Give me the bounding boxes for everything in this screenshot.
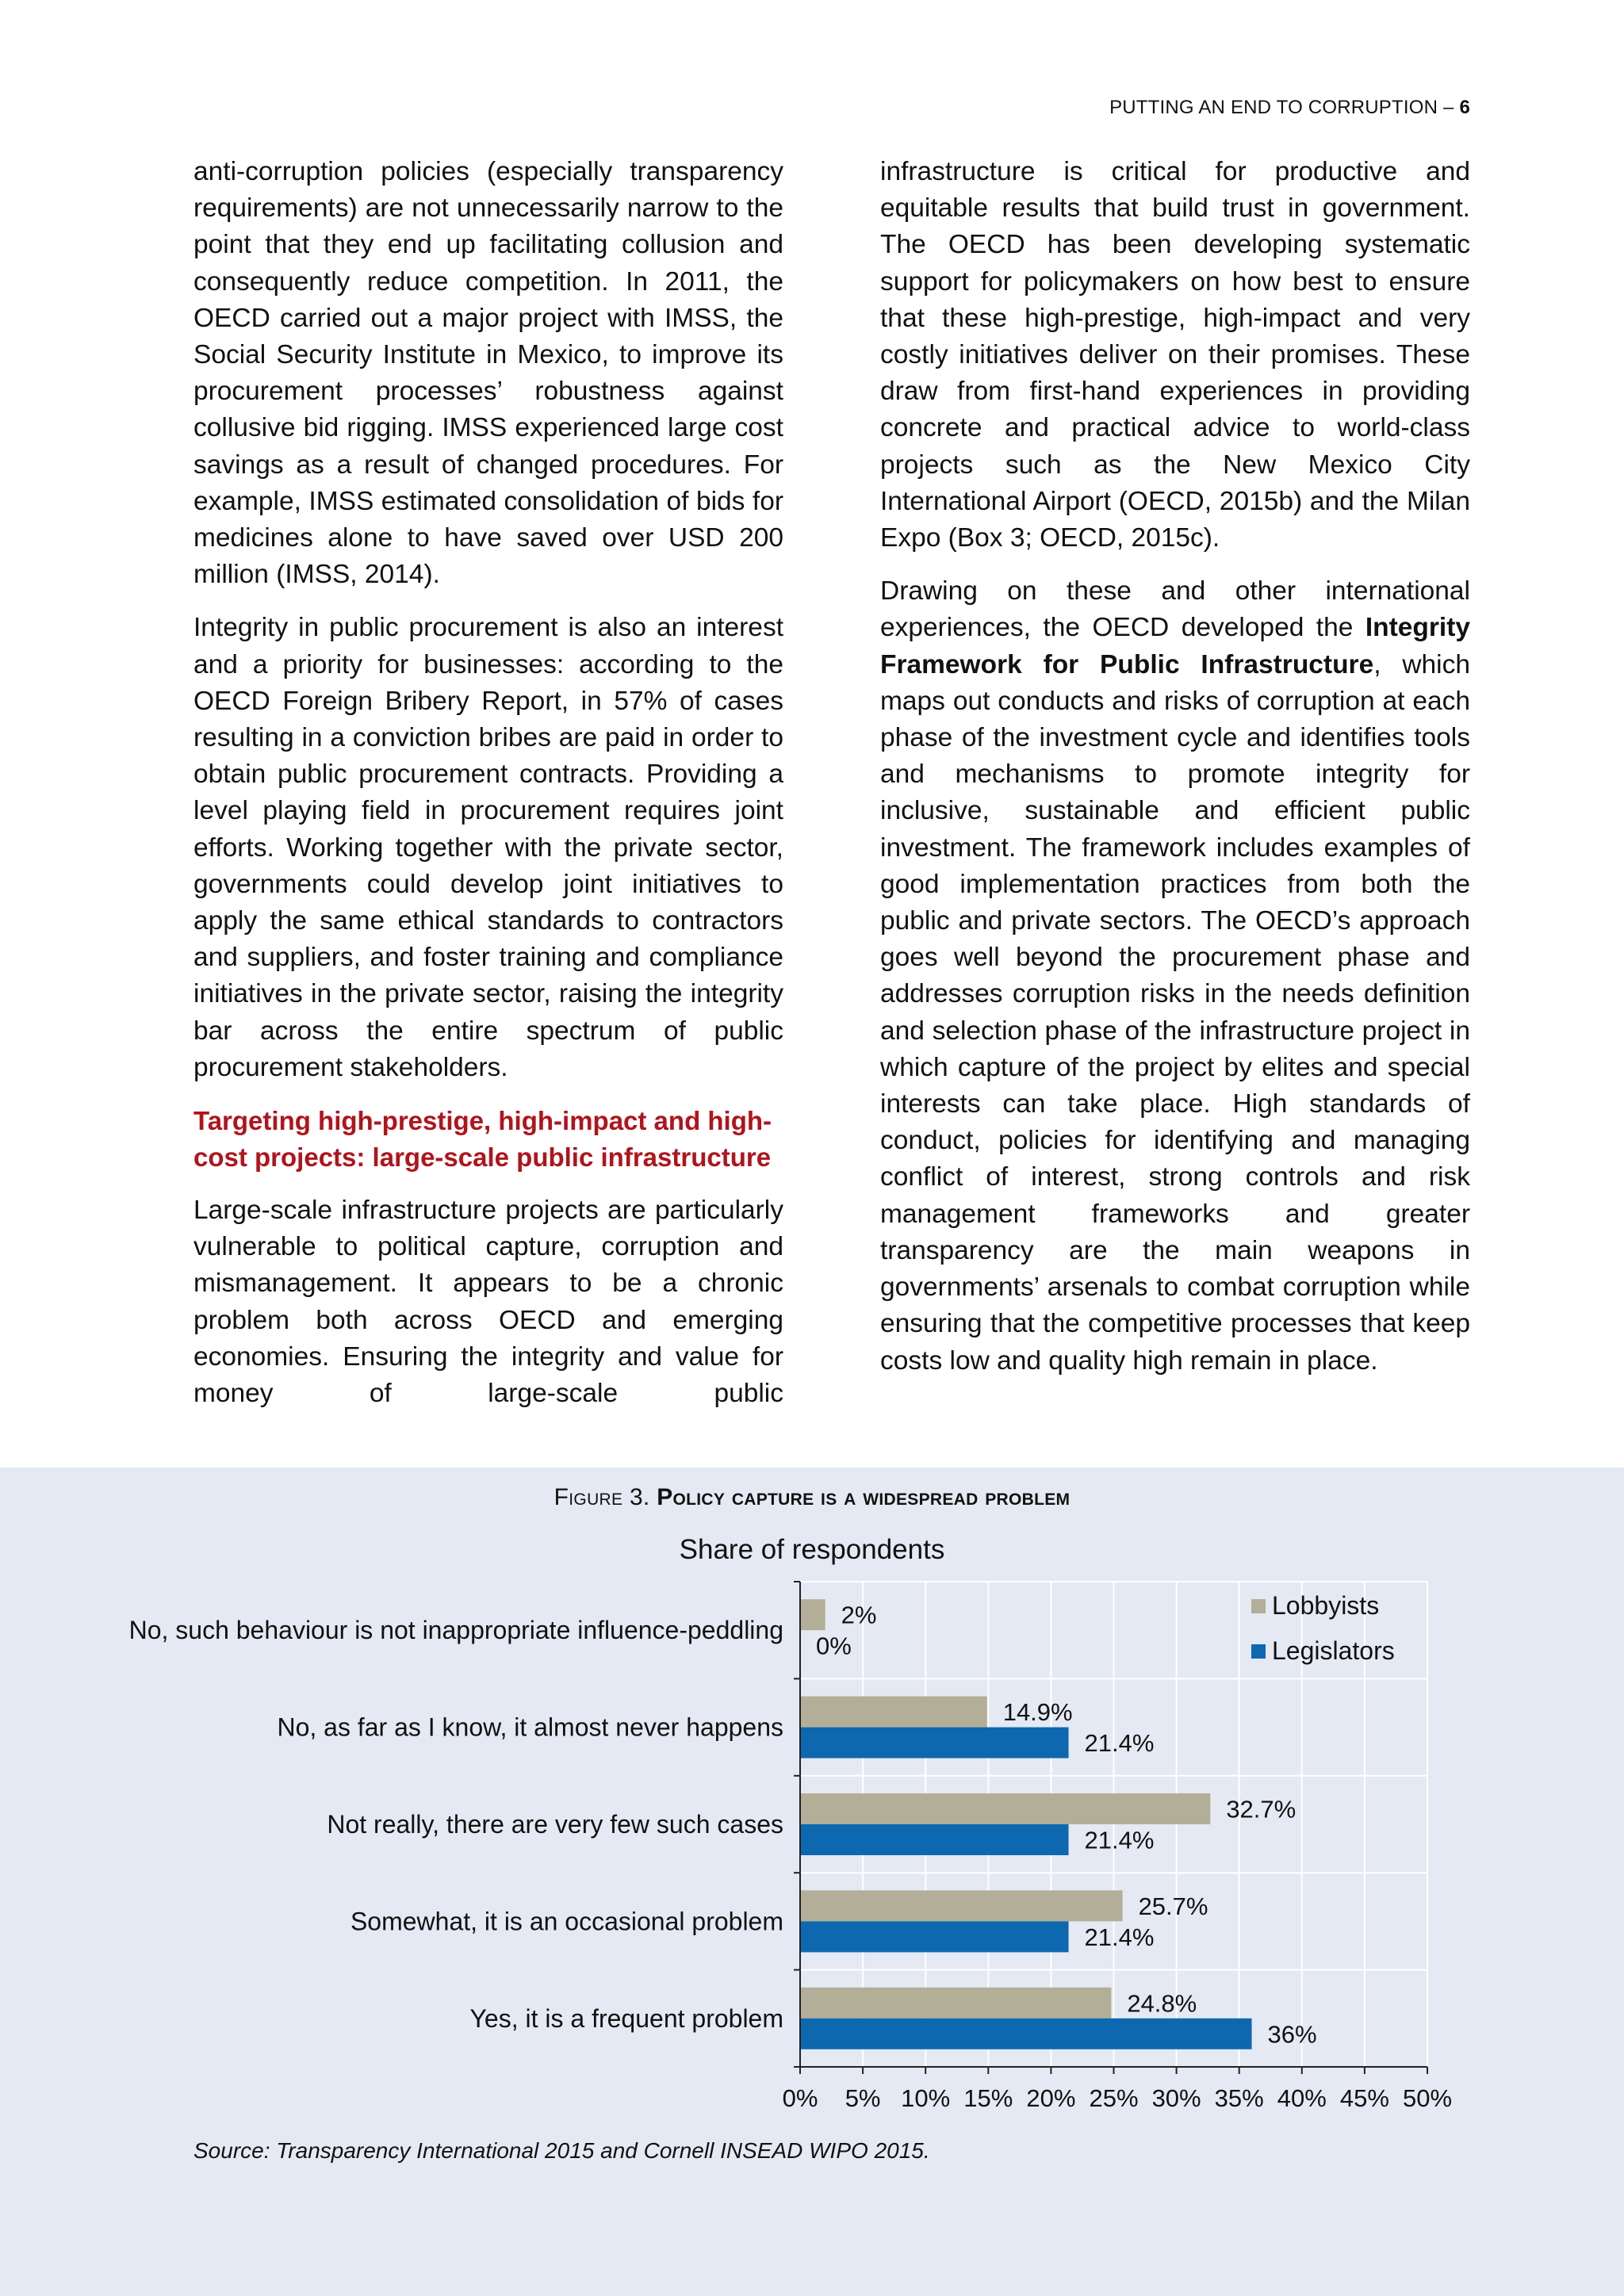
legend-swatch-legislators [1251,1644,1266,1659]
x-tick-label: 10% [901,2084,951,2112]
category-label: No, as far as I know, it almost never happens [277,1712,783,1742]
policy-capture-chart [0,1554,1624,2125]
value-label: 2% [841,1601,877,1629]
right-paragraph-2-end: , which maps out conducts and risks of corruption at each phase of the investment cycle and identifies tools and mechanisms to promote integrity for inclusive, sustainable and efficient public investment. The framework includes examples of good implementation practices from both the public and private sectors. The OECD’s approach goes well beyond the procurement phase and addresses corruption risks in the needs definition and selection phase of the infrastructure project in which capture of the project by elites and special interests can take place. High standards of conduct, policies for identifying and managing conflict of interest, strong controls and risk management frameworks and greater transparency are the main weapons in governments’ arsenals to combat corruption while ensuring that the competitive processes that keep costs low and quality high remain in place. [880,649,1470,1376]
value-label: 32.7% [1226,1795,1297,1823]
x-tick-label: 30% [1151,2084,1201,2112]
running-header [872,97,1470,119]
right-column [880,154,1470,1396]
x-tick-label: 20% [1026,2084,1076,2112]
value-label: 0% [816,1632,852,1660]
value-label: 36% [1267,2020,1317,2049]
figure-label: Figure 3. [553,1484,657,1510]
value-label: 14.9% [1002,1698,1073,1727]
category-label: Not really, there are very few such cases [327,1810,783,1839]
bar-lobbyists [800,1890,1123,1921]
left-paragraph-1: anti-corruption policies (especially transparency requirements) are not unnecessarily narrow to the point that they end up facilitating collusion and consequently reduce competition. In 2011, the OECD carried out a major project with IMSS, the Social Security Institute in Mexico, to improve its procurement processes’ robustness against collusive bid rigging. IMSS experienced large cost savings as a result of changed procedures. For example, IMSS estimated consolidation of bids for medicines alone to have saved over USD 200 million (IMSS, 2014). [193,157,783,590]
value-label: 21.4% [1084,1729,1155,1758]
right-paragraph-1: infrastructure is critical for productive and equitable results that build trust in government. The OECD has been developing systematic support for policymakers on how best to ensure that these high-prestige, high-impact and very costly initiatives deliver on their promises. These draw from first-hand experiences in providing concrete and practical advice to world-class projects such as the New Mexico City International Airport (OECD, 2015b) and the Milan Expo (Box 3; OECD, 2015c). [880,157,1470,553]
legend-label-lobbyists: Lobbyists [1272,1591,1380,1620]
bar-legislators [800,1921,1069,1952]
left-paragraph-3: Large-scale infrastructure projects are particularly vulnerable to political capture, corruption and mismanagement. It appears to be a chronic problem both across OECD and emerging economies. Ensuring the integrity and value for money of large-scale public [193,1196,783,1409]
category-label: No, such behaviour is not inappropriate influence-peddling [128,1616,783,1645]
bar-legislators [800,1824,1069,1855]
bar-lobbyists [800,1988,1111,2019]
page-number: 6 [1459,97,1470,118]
bar-legislators [800,2019,1252,2049]
framework-name: Integrity Framework for Public Infrastructure [880,613,1470,679]
x-tick-label: 40% [1277,2084,1327,2112]
value-label: 21.4% [1084,1923,1155,1951]
figure-title [0,1484,1624,1511]
x-tick-label: 25% [1089,2084,1139,2112]
bar-lobbyists [800,1793,1210,1824]
x-tick-label: 0% [782,2084,818,2112]
bar-legislators [800,1728,1069,1758]
left-paragraph-2: Integrity in public procurement is also an interest and a priority for businesses: according to the OECD Foreign Bribery Report, in 57% of cases resulting in a conviction bribes are paid in order to obtain public procurement contracts. Providing a level playing field in procurement requires joint efforts. Working together with the private sector, governments could develop joint initiatives to apply the same ethical standards to contractors and suppliers, and foster training and compliance initiatives in the private sector, raising the integrity bar across the entire spectrum of public procurement stakeholders. [193,613,783,1082]
right-paragraph-2-start: Drawing on these and other international experiences, the OECD developed the [880,576,1470,643]
figure-title-text: Policy capture is a widespread problem [657,1484,1071,1510]
figure-source: Source: Transparency International 2015 and Cornell INSEAD WIPO 2015. [193,2138,930,2163]
category-label: Yes, it is a frequent problem [469,2003,783,2033]
x-tick-label: 5% [845,2084,881,2112]
value-label: 25.7% [1138,1892,1208,1920]
x-tick-label: 50% [1402,2084,1453,2112]
right-paragraph-2 [880,573,1470,1379]
chart-subtitle: Share of respondents [679,1534,945,1565]
left-column [193,154,783,1429]
running-title: PUTTING AN END TO CORRUPTION – [1109,97,1460,118]
value-label: 21.4% [1084,1826,1155,1854]
x-tick-label: 45% [1339,2084,1389,2112]
x-tick-label: 15% [963,2084,1013,2112]
bar-lobbyists [800,1599,825,1630]
section-heading: Targeting high-prestige, high-impact and high-cost projects: large-scale public infrastructure [193,1106,772,1173]
value-label: 24.8% [1127,1989,1197,2018]
legend-label-legislators: Legislators [1272,1636,1395,1665]
x-tick-label: 35% [1214,2084,1264,2112]
legend-swatch-lobbyists [1251,1599,1266,1613]
category-label: Somewhat, it is an occasional problem [350,1907,783,1936]
bar-lobbyists [800,1697,987,1728]
